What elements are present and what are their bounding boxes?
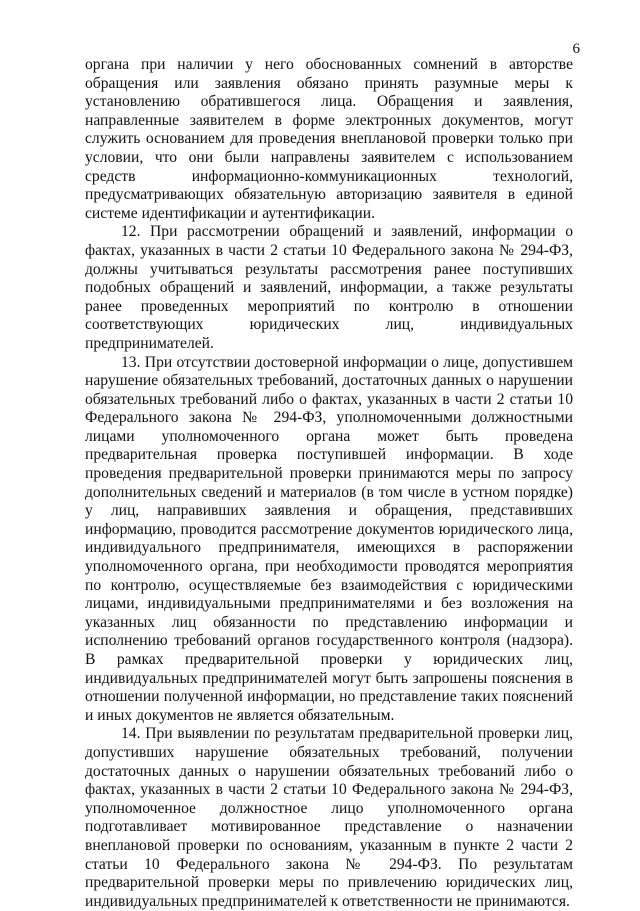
paragraph-continuation: органа при наличии у него обоснованных сомнений в авторстве обращения или заявления обязано принять разумные меры к установлению обратившегося лица. Обращения и заявления, направленные заявителем в форме электронных документов, могут служить основанием для проведения внеплановой проверки только при условии, что они были направлены заявителем с использованием средств информационно-коммуникационных технологий, предусматривающих обязательную авторизацию заявителя в единой системе идентификации и аутентификации. bbox=[85, 56, 573, 222]
document-body bbox=[85, 56, 573, 911]
paragraph-13: 13. При отсутствии достоверной информации о лице, допустившем нарушение обязательных требований, достаточных данных о нарушении обязательных требований либо о фактах, указанных в части 2 статьи 10 Федерального закона № 294-ФЗ, уполномоченными должностными лицами уполномоченного органа может быть проведена предварительная проверка поступившей информации. В ходе проведения предварительной проверки принимаются меры по запросу дополнительных сведений и материалов (в том числе в устном порядке) у лиц, направивших заявления и обращения, представивших информацию, проводится рассмотрение документов юридического лица, индивидуального предпринимателя, имеющихся в распоряжении уполномоченного органа, при необходимости проводятся мероприятия по контролю, осуществляемые без взаимодействия с юридическими лицами, индивидуальными предпринимателями и без возложения на указанных лиц обязанности по представлению информации и исполнению требований органов государственного контроля (надзора). В рамках предварительной проверки у юридических лиц, индивидуальных предпринимателей могут быть запрошены пояснения в отношении полученной информации, но представление таких пояснений и иных документов не является обязательным. bbox=[85, 353, 573, 724]
page-number: 6 bbox=[572, 41, 580, 57]
paragraph-14: 14. При выявлении по результатам предварительной проверки лиц, допустивших нарушение обязательных требований, получении достаточных данных о нарушении обязательных требований либо о фактах, указанных в части 2 статьи 10 Федерального закона № 294-ФЗ, уполномоченное должностное лицо уполномоченного органа подготавливает мотивированное представление о назначении внеплановой проверки по основаниям, указанным в пункте 2 части 2 статьи 10 Федерального закона № 294-ФЗ. По результатам предварительной проверки меры по привлечению юридических лиц, индивидуальных предпринимателей к ответственности не принимаются. bbox=[85, 725, 573, 910]
paragraph-12: 12. При рассмотрении обращений и заявлений, информации о фактах, указанных в части 2 статьи 10 Федерального закона № 294-ФЗ, должны учитываться результаты рассмотрения ранее поступивших подобных обращений и заявлений, информации, а также результаты ранее проведенных мероприятий по контролю в отношении соответствующих юридических лиц, индивидуальных предпринимателей. bbox=[85, 223, 573, 352]
